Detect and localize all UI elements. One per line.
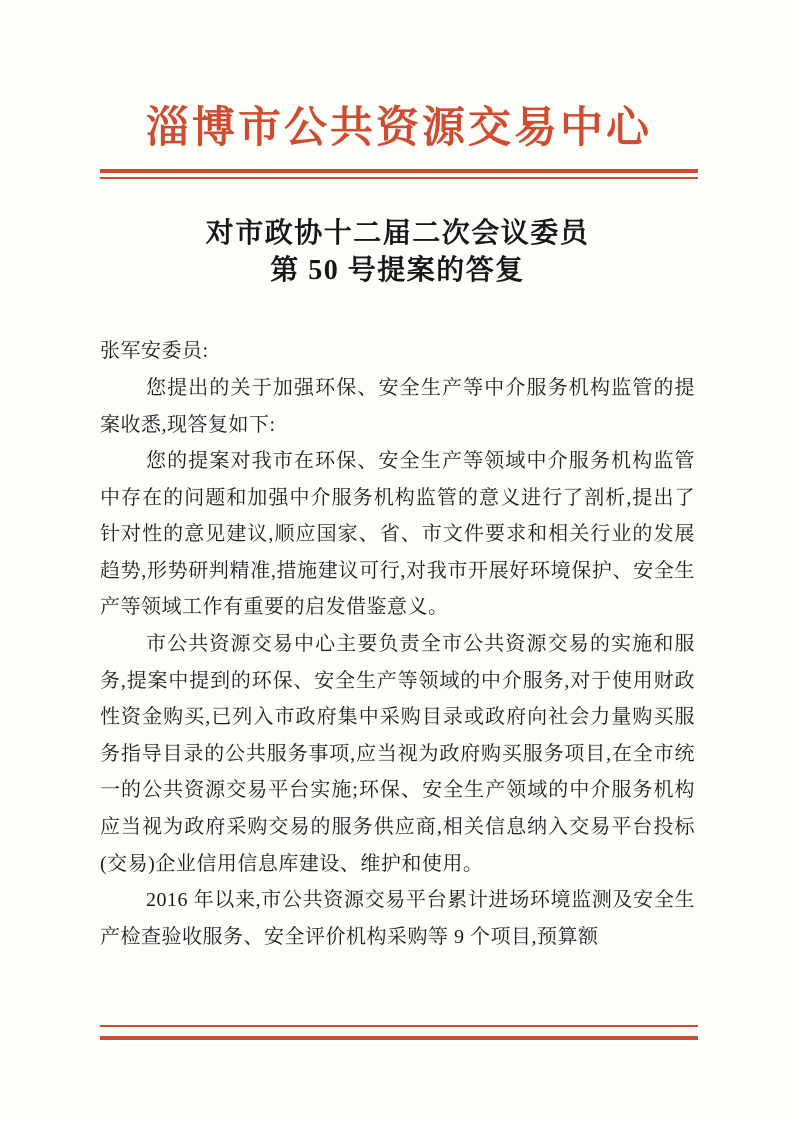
footer-divider (100, 1025, 698, 1040)
salutation: 张军安委员: (100, 340, 209, 363)
paragraph-statistics: 2016 年以来,市公共资源交易平台累计进场环境监测及安全生产检查验收服务、安全评价机构采购等 9 个项目,预算额 (100, 889, 695, 948)
paragraph-proposal-appraisal: 您的提案对我市在环保、安全生产等领域中介服务机构监管中存在的问题和加强中介服务机构监管的意义进行了剖析,提出了针对性的意见建议,顺应国家、省、市文件要求和相关行业的发展趋势,形势研判精准,措施建议可行,对我市开展好环境保护、安全生产等领域工作有重要的启发借鉴意义。 (100, 450, 695, 619)
letterhead-title: 淄博市公共资源交易中心 (146, 105, 652, 152)
document-body (100, 333, 695, 955)
header-divider-thin-line (100, 177, 698, 179)
paragraph-center-duties: 市公共资源交易中心主要负责全市公共资源交易的实施和服务,提案中提到的环保、安全生产等领域的中介服务,对于使用财政性资金购买,已列入市政府集中采购目录或政府向社会力量购买服务指导目录的公共服务事项,应当视为政府购买服务项目,在全市统一的公共资源交易平台实施;环保、安全生产领域的中介服务机构应当视为政府采购交易的服务供应商,相关信息纳入交易平台投标(交易)企业信用信息库建设、维护和使用。 (100, 633, 695, 875)
footer-divider-thick-line (100, 1036, 698, 1040)
document-title-line-2: 第 50 号提案的答复 (270, 255, 525, 287)
document-title (100, 215, 695, 289)
header-divider (100, 169, 698, 179)
document-title-line-1: 对市政协十二届二次会议委员 (205, 218, 590, 250)
footer-divider-gap (100, 1027, 698, 1036)
paragraph-opening: 您提出的关于加强环保、安全生产等中介服务机构监管的提案收悉,现答复如下: (100, 376, 695, 436)
